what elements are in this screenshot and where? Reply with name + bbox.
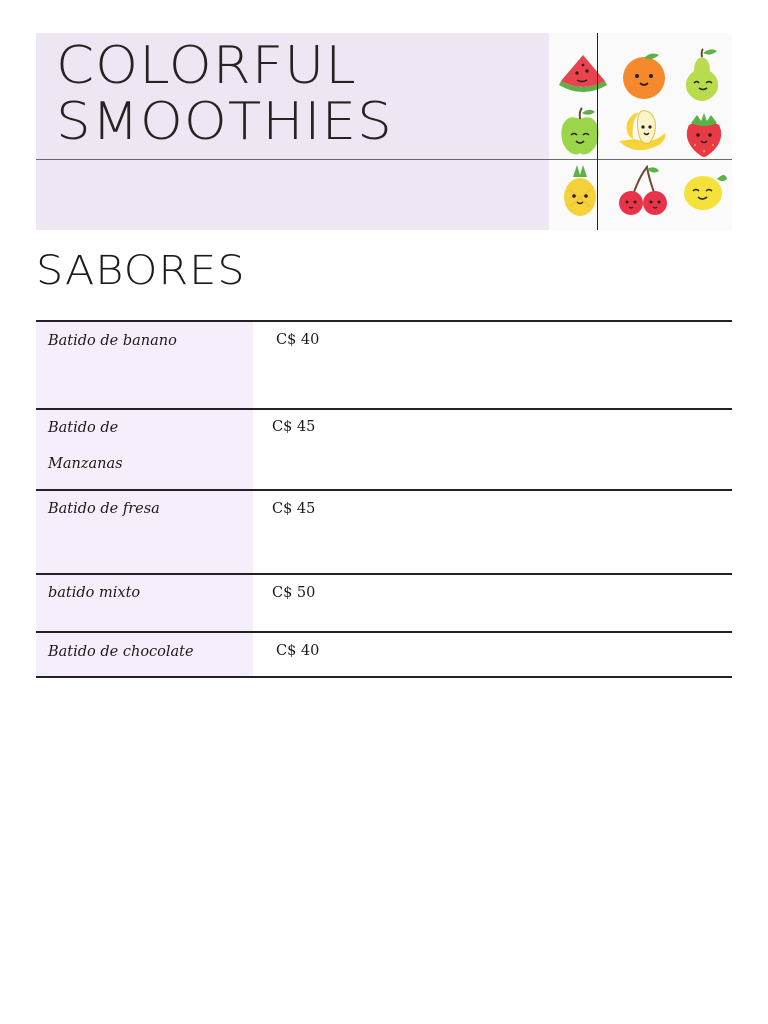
- menu-item-price: C$ 45: [272, 501, 316, 517]
- header-divider-vertical: [597, 33, 598, 230]
- banana-icon: [615, 105, 671, 159]
- strawberry-icon: [681, 107, 727, 159]
- menu-item-name: Batido de: [48, 420, 119, 436]
- watermelon-icon: [557, 47, 609, 99]
- menu-table: [36, 320, 732, 678]
- section-title: SABORES: [36, 248, 246, 294]
- menu-item-price: C$ 50: [272, 585, 316, 601]
- menu-item-price: C$ 45: [272, 419, 316, 435]
- page-title: [56, 38, 393, 150]
- lemon-icon: [679, 163, 729, 215]
- title-line-2: SMOOTHIES: [56, 92, 393, 152]
- header-divider-horizontal: [36, 159, 732, 160]
- pear-icon: [679, 47, 725, 103]
- menu-item-price: C$ 40: [276, 332, 320, 348]
- menu-item-name: Batido de chocolate: [48, 644, 194, 660]
- row-divider: [36, 320, 732, 322]
- fruit-illustration-panel: [549, 33, 732, 230]
- row-divider: [36, 631, 732, 633]
- pineapple-icon: [559, 163, 601, 219]
- menu-row: [36, 320, 732, 408]
- menu-item-name: batido mixto: [48, 585, 141, 601]
- table-bottom: [36, 676, 732, 678]
- menu-row: [36, 489, 732, 573]
- orange-icon: [619, 49, 669, 101]
- menu-item-name-line-2: Manzanas: [48, 456, 123, 472]
- menu-row: [36, 631, 732, 676]
- menu-row: [36, 573, 732, 631]
- cherry-icon: [615, 165, 671, 217]
- row-divider: [36, 676, 732, 678]
- menu-item-name: Batido de fresa: [48, 501, 160, 517]
- menu-row: [36, 408, 732, 489]
- menu-item-name: Batido de banano: [48, 333, 177, 349]
- title-line-1: COLORFUL: [56, 36, 357, 96]
- menu-item-price: C$ 40: [276, 643, 320, 659]
